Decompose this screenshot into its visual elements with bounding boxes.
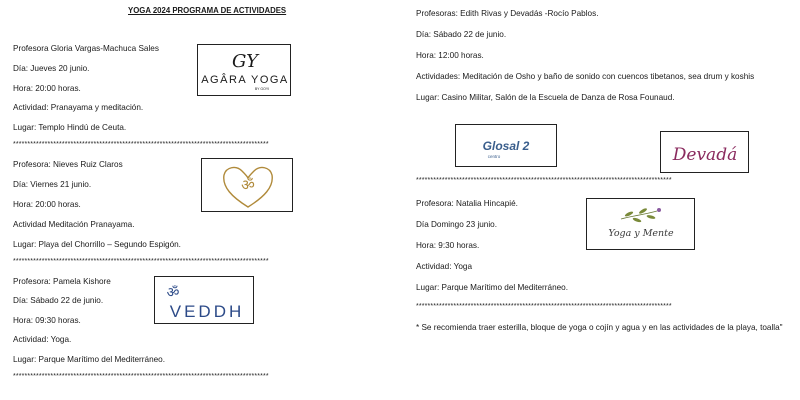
event-5-place: Lugar: Parque Marítimo del Mediterráneo. — [416, 283, 569, 292]
event-4-teacher: Profesoras: Edith Rivas y Devadás -Rocío Pablos. — [416, 9, 599, 18]
olive-branch-icon — [621, 207, 661, 223]
yoga-y-mente-logo — [586, 198, 695, 250]
agara-yoga-tagline: BY GOYI — [254, 87, 270, 91]
separator-1: ***************************************************************************************** — [13, 141, 269, 148]
om-heart-logo — [201, 158, 293, 212]
yoga-y-mente-text: Yoga y Mente — [608, 228, 674, 239]
event-2-teacher: Profesora: Nieves Ruiz Claros — [13, 160, 123, 169]
event-5-teacher: Profesora: Natalia Hincapié. — [416, 199, 518, 208]
event-4-time: Hora: 12:00 horas. — [416, 51, 484, 60]
event-2-day: Día: Viernes 21 junio. — [13, 180, 92, 189]
agara-yoga-logo — [197, 44, 291, 96]
event-2-place: Lugar: Playa del Chorrillo – Segundo Espigón. — [13, 240, 181, 249]
event-3-day: Día: Sábado 22 de junio. — [13, 296, 104, 305]
om-heart-icon — [224, 168, 273, 207]
event-3-activity: Actividad: Yoga. — [13, 335, 72, 344]
glosal-subtext: centro — [487, 154, 501, 159]
om-icon: ॐ — [166, 285, 180, 301]
glosal-logo — [455, 124, 557, 167]
separator-4: ***************************************************************************************** — [416, 177, 672, 184]
veddh-logo — [154, 276, 254, 324]
veddh-text: VEDDH — [169, 302, 245, 321]
event-4-activity: Actividades: Meditación de Osho y baño de sonido con cuencos tibetanos, sea drum y koshis — [416, 72, 755, 81]
event-3-time: Hora: 09:30 horas. — [13, 316, 81, 325]
event-3-teacher: Profesora: Pamela Kishore — [13, 277, 111, 286]
separator-3: ***************************************************************************************** — [13, 373, 269, 380]
event-5-day: Día Domingo 23 junio. — [416, 220, 498, 229]
event-2-time: Hora: 20:00 horas. — [13, 200, 81, 209]
agara-yoga-mark: GY — [232, 51, 258, 72]
devada-logo — [660, 131, 749, 173]
event-1-activity: Actividad: Pranayama y meditación. — [13, 103, 144, 112]
agara-yoga-text: AGÂRA YOGA — [201, 74, 289, 86]
event-2-activity: Actividad Meditación Pranayama. — [13, 220, 135, 229]
event-1-time: Hora: 20:00 horas. — [13, 84, 81, 93]
event-5-time: Hora: 9:30 horas. — [416, 241, 480, 250]
devada-text: Devadá — [672, 145, 738, 165]
event-3-place: Lugar: Parque Marítimo del Mediterráneo. — [13, 355, 166, 364]
event-1-place: Lugar: Templo Hindú de Ceuta. — [13, 123, 127, 132]
event-5-activity: Actividad: Yoga — [416, 262, 472, 271]
glosal-text: Glosal 2 — [482, 139, 530, 153]
svg-text:ॐ: ॐ — [241, 176, 255, 194]
event-1-teacher: Profesora Gloria Vargas-Machuca Sales — [13, 44, 159, 53]
footer-note: * Se recomienda traer esterilla, bloque de yoga o cojín y agua y en las actividades de la playa, toalla" — [416, 323, 783, 332]
event-4-place: Lugar: Casino Militar, Salón de la Escuela de Danza de Rosa Founaud. — [416, 93, 675, 102]
event-4-day: Día: Sábado 22 de junio. — [416, 30, 507, 39]
page-title: YOGA 2024 PROGRAMA DE ACTIVIDADES — [128, 6, 287, 15]
event-1-day: Día: Jueves 20 junio. — [13, 64, 90, 73]
separator-2: ***************************************************************************************** — [13, 258, 269, 265]
separator-5: ***************************************************************************************** — [416, 303, 672, 310]
